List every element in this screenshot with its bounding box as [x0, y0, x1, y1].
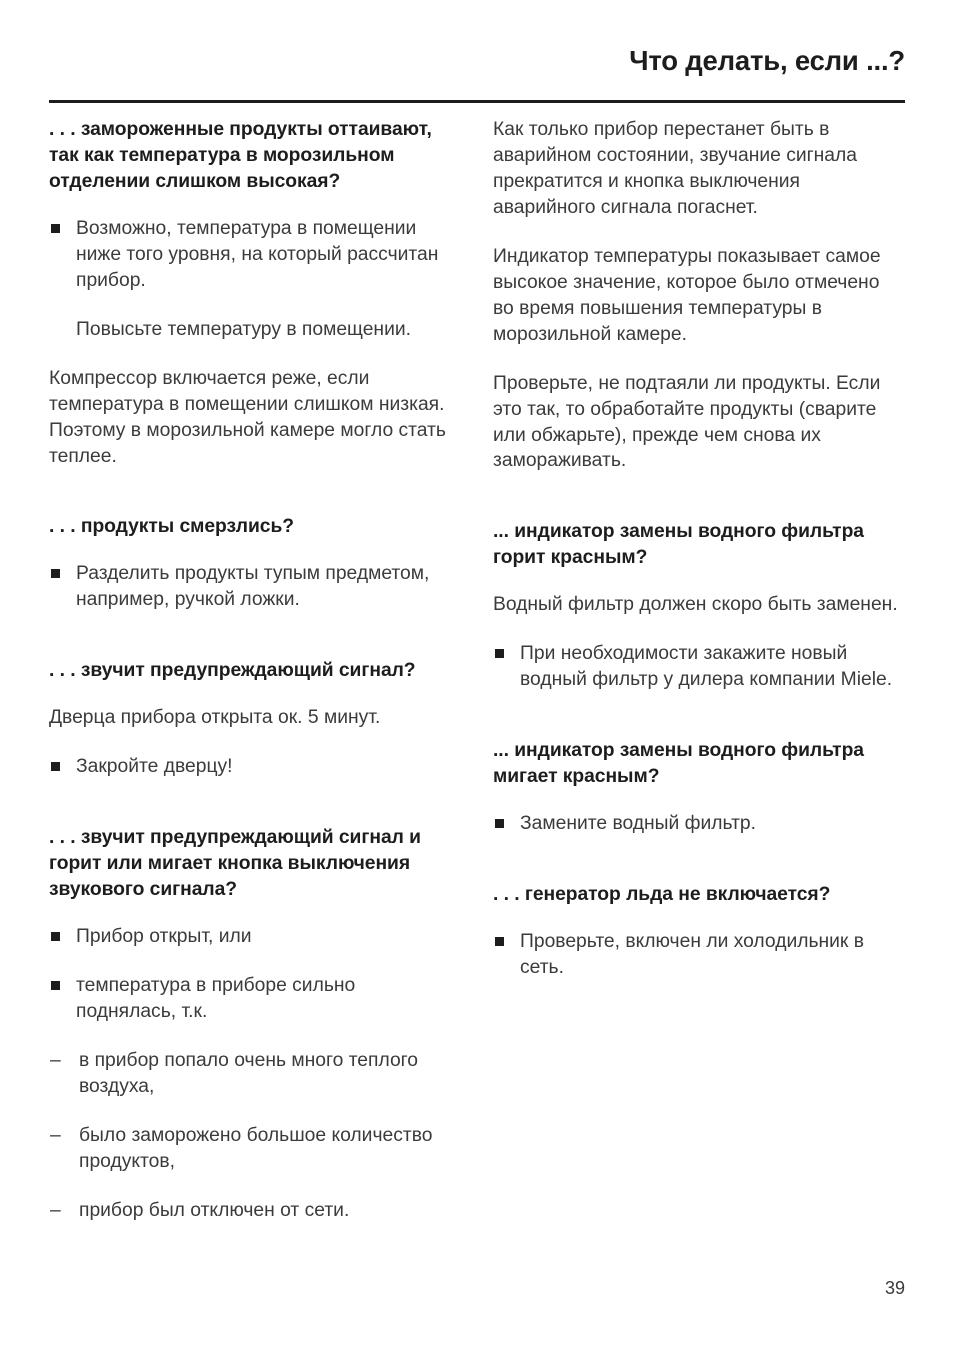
section-heading-frozen-food-thawing: . . . замороженные продукты оттаивают, так как температура в морозильном отделении слишком высокая? [49, 119, 432, 192]
list-item-label: Прибор открыт, или [76, 926, 252, 948]
paragraph-door-open-5-minutes: Дверца прибора открыта ок. 5 минут. [49, 707, 381, 729]
list-item-label: Возможно, температура в помещении ниже того уровня, на который рассчитан прибор. [76, 217, 439, 291]
dash-bullet-icon: – [50, 1049, 61, 1071]
dash-bullet-icon: – [50, 1199, 61, 1221]
section-heading-filter-indicator-red: ... индикатор замены водного фильтра горит красным? [493, 521, 864, 569]
list-item [493, 929, 904, 981]
page-footer [49, 1278, 905, 1299]
list-item-label: Замените водный фильтр. [520, 813, 757, 835]
section-heading-ice-maker: . . . генератор льда не включается? [493, 884, 831, 906]
list-item [49, 561, 460, 613]
sub-list-item [49, 1123, 460, 1175]
square-bullet-icon [51, 932, 60, 941]
square-bullet-icon [51, 224, 60, 233]
square-bullet-icon [495, 819, 504, 828]
square-bullet-icon [51, 981, 60, 990]
list-item-label: Проверьте, включен ли холодильник в сеть. [520, 931, 864, 978]
paragraph-alarm-ends: Как только прибор перестанет быть в аварийном состоянии, звучание сигнала прекратится и кнопка выключения аварийного сигнала погаснет. [493, 119, 857, 218]
list-item-label: Закройте дверцу! [76, 756, 233, 778]
section-heading-warning-signal: . . . звучит предупреждающий сигнал? [49, 660, 416, 682]
followup-paragraph-raise-room-temperature: Повысьте температуру в помещении. [76, 318, 411, 340]
paragraph-temperature-indicator: Индикатор температуры показывает самое высокое значение, которое было отмечено во время повышения температуры в морозильной камере. [493, 245, 881, 345]
page-title: Что делать, если ...? [629, 45, 905, 76]
sub-list-item-label: прибор был отключен от сети. [79, 1199, 350, 1221]
section-heading-filter-indicator-blinking: ... индикатор замены водного фильтра мигает красным? [493, 740, 864, 788]
page-header [49, 46, 905, 77]
page-number: 39 [884, 1278, 905, 1298]
square-bullet-icon [51, 762, 60, 771]
list-item-label: При необходимости закажите новый водный фильтр у дилера компании Miele. [520, 643, 893, 691]
sub-list-item [49, 1198, 460, 1224]
square-bullet-icon [495, 649, 504, 658]
list-item [49, 754, 460, 780]
paragraph-compressor-info: Компрессор включается реже, если температура в помещении слишком низкая. Поэтому в морозильной камере могло стать теплее. [49, 367, 446, 467]
list-item-label: температура в приборе сильно поднялась, т.к. [76, 975, 356, 1022]
list-item [493, 641, 904, 693]
sub-list-item-label: было заморожено большое количество продуктов, [79, 1124, 433, 1172]
right-column [493, 117, 904, 981]
paragraph-filter-replace-soon: Водный фильтр должен скоро быть заменен. [493, 594, 898, 616]
list-item-label: Разделить продукты тупым предметом, например, ручкой ложки. [76, 563, 430, 611]
header-divider [49, 100, 905, 103]
square-bullet-icon [51, 569, 60, 578]
list-item [493, 811, 904, 837]
list-item [49, 924, 460, 950]
dash-bullet-icon: – [50, 1124, 61, 1146]
section-heading-food-frozen-together: . . . продукты смерзлись? [49, 516, 294, 538]
sub-list-item-label: в прибор попало очень много теплого воздуха, [79, 1049, 418, 1097]
section-heading-warning-signal-and-button: . . . звучит предупреждающий сигнал и горит или мигает кнопка выключения звукового сигнала? [49, 827, 421, 901]
paragraph-check-thawed-food: Проверьте, не подтаяли ли продукты. Если это так, то обработайте продукты (сварите или обжарьте), прежде чем снова их замораживать. [493, 372, 881, 472]
sub-list-item [49, 1048, 460, 1100]
list-item [49, 216, 460, 294]
square-bullet-icon [495, 937, 504, 946]
left-column [49, 117, 460, 1224]
two-column-body [49, 117, 905, 1224]
list-item [49, 973, 460, 1025]
